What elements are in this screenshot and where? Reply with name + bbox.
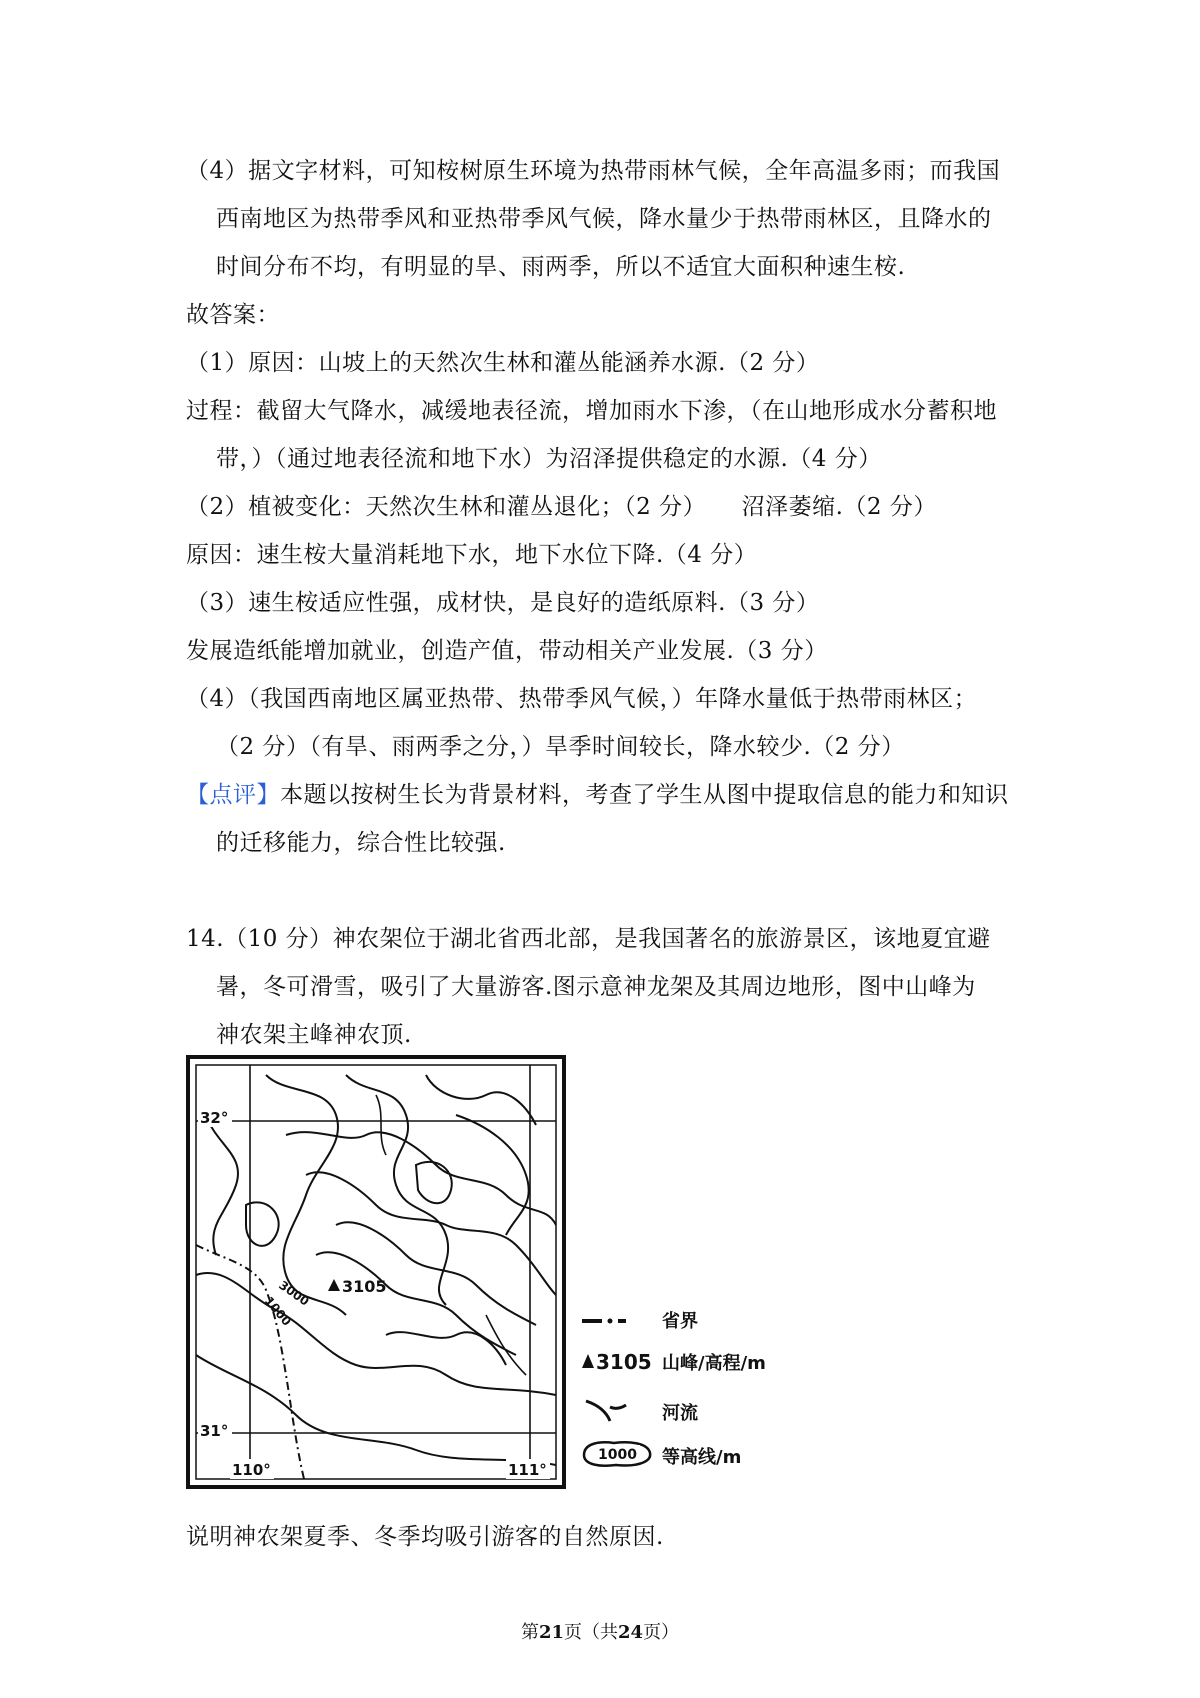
legend-river-label: 河流 — [662, 1403, 698, 1424]
question-14-line-1: 14.（10 分）神农架位于湖北省西北部，是我国著名的旅游景区，该地夏宜避 — [186, 926, 991, 952]
contour-label-3000: 3000 — [276, 1277, 312, 1309]
footer-prefix: 第 — [520, 1622, 539, 1643]
footer-total-pages: 24 — [618, 1622, 644, 1643]
answer-2-line-1: （2）植被变化：天然次生林和灌丛退化；（2 分） 沼泽萎缩.（2 分） — [186, 494, 937, 520]
legend-peak-label: 山峰/高程/m — [662, 1353, 766, 1374]
answer-4-line-3: 时间分布不均，有明显的旱、雨两季，所以不适宜大面积种速生桉. — [216, 254, 906, 280]
page-footer — [0, 1618, 1200, 1644]
longitude-label-111: 111° — [508, 1461, 547, 1479]
comment-text: 本题以按树生长为背景材料，考查了学生从图中提取信息的能力和知识 — [280, 782, 1009, 808]
footer-page-number: 21 — [538, 1622, 564, 1643]
answer-1-line-3: 带，）（通过地表径流和地下水）为沼泽提供稳定的水源.（4 分） — [216, 446, 882, 472]
answer-1-line-1: （1）原因：山坡上的天然次生林和灌丛能涵养水源.（2 分） — [186, 350, 820, 376]
longitude-label-110: 110° — [232, 1461, 271, 1479]
peak-marker-icon — [328, 1279, 340, 1291]
question-14-line-3: 神农架主峰神农顶. — [216, 1022, 412, 1048]
footer-suffix: 页） — [643, 1622, 680, 1643]
peak-elevation-label: 3105 — [342, 1277, 387, 1296]
answer-4-line-1: （4）据文字材料，可知桉树原生环境为热带雨林气候，全年高温多雨；而我国 — [186, 158, 1001, 184]
comment-tag: 【点评】 — [186, 782, 280, 808]
answer-4b-line-1: （4）（我国西南地区属亚热带、热带季风气候，）年降水量低于热带雨林区； — [186, 686, 978, 712]
comment-line-2: 的迁移能力，综合性比较强. — [216, 830, 506, 856]
answer-4b-line-2: （2 分）（有旱、雨两季之分，）旱季时间较长，降水较少.（2 分） — [216, 734, 905, 760]
legend-boundary-label: 省界 — [662, 1311, 698, 1332]
contour-label-1000: 1000 — [261, 1293, 294, 1329]
answer-3-line-1: （3）速生桉适应性强，成材快，是良好的造纸原料.（3 分） — [186, 590, 820, 616]
topographic-map-figure — [186, 1055, 798, 1493]
topographic-map — [186, 1055, 798, 1493]
legend-river-icon — [586, 1401, 626, 1421]
latitude-label-32: 32° — [200, 1109, 229, 1127]
answer-2-line-2: 原因：速生桉大量消耗地下水，地下水位下降.（4 分） — [186, 542, 758, 568]
question-14-line-2: 暑，冬可滑雪，吸引了大量游客.图示意神龙架及其周边地形，图中山峰为 — [216, 974, 976, 1000]
footer-mid: 页（共 — [564, 1622, 618, 1643]
answer-3-line-2: 发展造纸能增加就业，创造产值，带动相关产业发展.（3 分） — [186, 638, 828, 664]
answer-1-line-2: 过程：截留大气降水，减缓地表径流，增加雨水下渗，（在山地形成水分蓄积地 — [186, 398, 997, 424]
comment-line-1 — [186, 780, 1009, 810]
legend-peak-value: 3105 — [596, 1350, 652, 1374]
question-prompt: 说明神农架夏季、冬季均吸引游客的自然原因. — [186, 1524, 664, 1550]
legend-contour-value: 1000 — [598, 1447, 637, 1463]
legend-peak-icon — [582, 1354, 594, 1368]
answer-heading: 故答案： — [186, 302, 280, 328]
map-legend — [582, 1310, 766, 1468]
legend-contour-label: 等高线/m — [662, 1447, 742, 1468]
answer-4-line-2: 西南地区为热带季风和亚热带季风气候，降水量少于热带雨林区，且降水的 — [216, 206, 992, 232]
latitude-label-31: 31° — [200, 1422, 229, 1440]
